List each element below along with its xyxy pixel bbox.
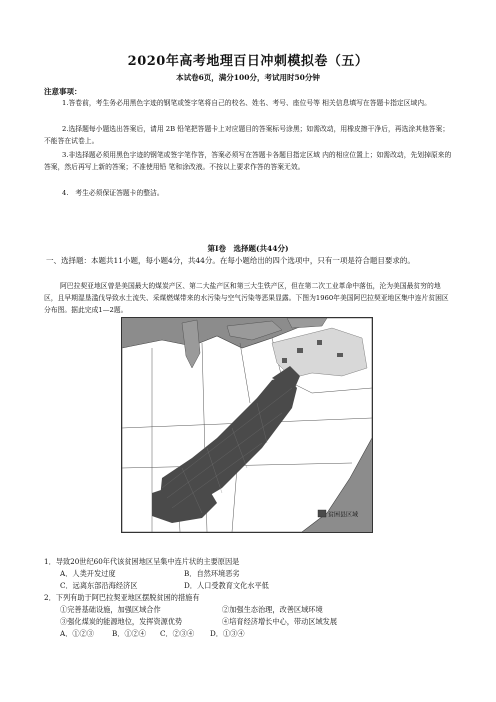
q2-statement-4: ④培育经济增长中心，带动区域发展 (222, 617, 338, 626)
q2-statement-3: ③强化煤炭的能源地位，发挥资源优势 (60, 617, 183, 626)
exam-info: 本试卷6页，满分100分，考试用时50分钟 (176, 73, 320, 82)
reading-passage: 阿巴拉契亚地区曾是美国最大的煤炭产区、第二大盐产区和第三大生铁产区，但在第二次工业革命中落伍，沦为美国最贫穷的地区，且早期湿垦滥伐导致水土流失、采煤燃煤带来的水污染与空气污染等恶果显露。下图为1960年美国阿巴拉契亚地区集中连片贫困区分布图。据此完成1—2题。 (44, 282, 449, 314)
note-item: 1.答卷前，考生务必用黑色字迹的钢笔或签字笔将自己的校名、姓名、考号、座位号等 相关信息填写在答题卡指定区域内。 (62, 99, 431, 107)
note-item: 4. 考生必须保证答题卡的整洁。 (62, 189, 164, 197)
map-graphic (122, 318, 372, 532)
q2-statement-2: ②加强生态治理，改善区域环境 (222, 605, 323, 614)
question-2-stem: 2．下列有助于阿巴拉契亚地区摆脱贫困的措施有 (44, 593, 200, 602)
q1-option-d: D．人口受教育文化水平低 (184, 581, 269, 590)
notes-heading: 注意事项： (44, 87, 82, 96)
q2-option-b: B．①②④ (112, 629, 147, 638)
q2-option-a: A．①②③ (60, 629, 94, 638)
legend-swatch (318, 510, 326, 517)
q1-option-c: C．远离东部沿海经济区 (60, 581, 138, 590)
page-title: 2020年高考地理百日冲刺模拟卷（五） (127, 54, 369, 69)
section-heading: 第Ⅰ卷 选择题(共44分) (207, 244, 289, 253)
q1-option-b: B．自然环境恶劣 (184, 569, 240, 578)
poverty-map (121, 317, 373, 533)
q1-option-a: A．人类开发过度 (60, 569, 116, 578)
legend-label: 贫困县区域 (328, 511, 359, 519)
note-item: 2.选择题每小题选出答案后，请用 2B 铅笔把答题卡上对应题目的答案标号涂黑；如需改动，用橡皮擦干净后，再选涂其他答案；不能答在试卷上。 (44, 125, 450, 145)
section-instructions: 一、选择题：本题共11小题，每小题4分，共44分。在每小题给出的四个选项中，只有一项是符合题目要求的。 (46, 256, 415, 265)
note-item: 3.非选择题必须用黑色字迹的钢笔或签字笔作答，答案必须写在答题卡各题目指定区域 内的相应位置上；如需改动，先划掉原来的答案，然后再写上新的答案；不准使用铅 笔和涂改液。不按以上要求作答的答案无效。 (44, 151, 452, 171)
q2-statement-1: ①完善基础设施，加强区域合作 (60, 605, 161, 614)
q2-option-c: C．②③④ (160, 629, 195, 638)
q2-option-d: D．①③④ (210, 629, 245, 638)
question-1-stem: 1．导致20世纪60年代该贫困地区呈集中连片状的主要原因是 (44, 557, 240, 566)
